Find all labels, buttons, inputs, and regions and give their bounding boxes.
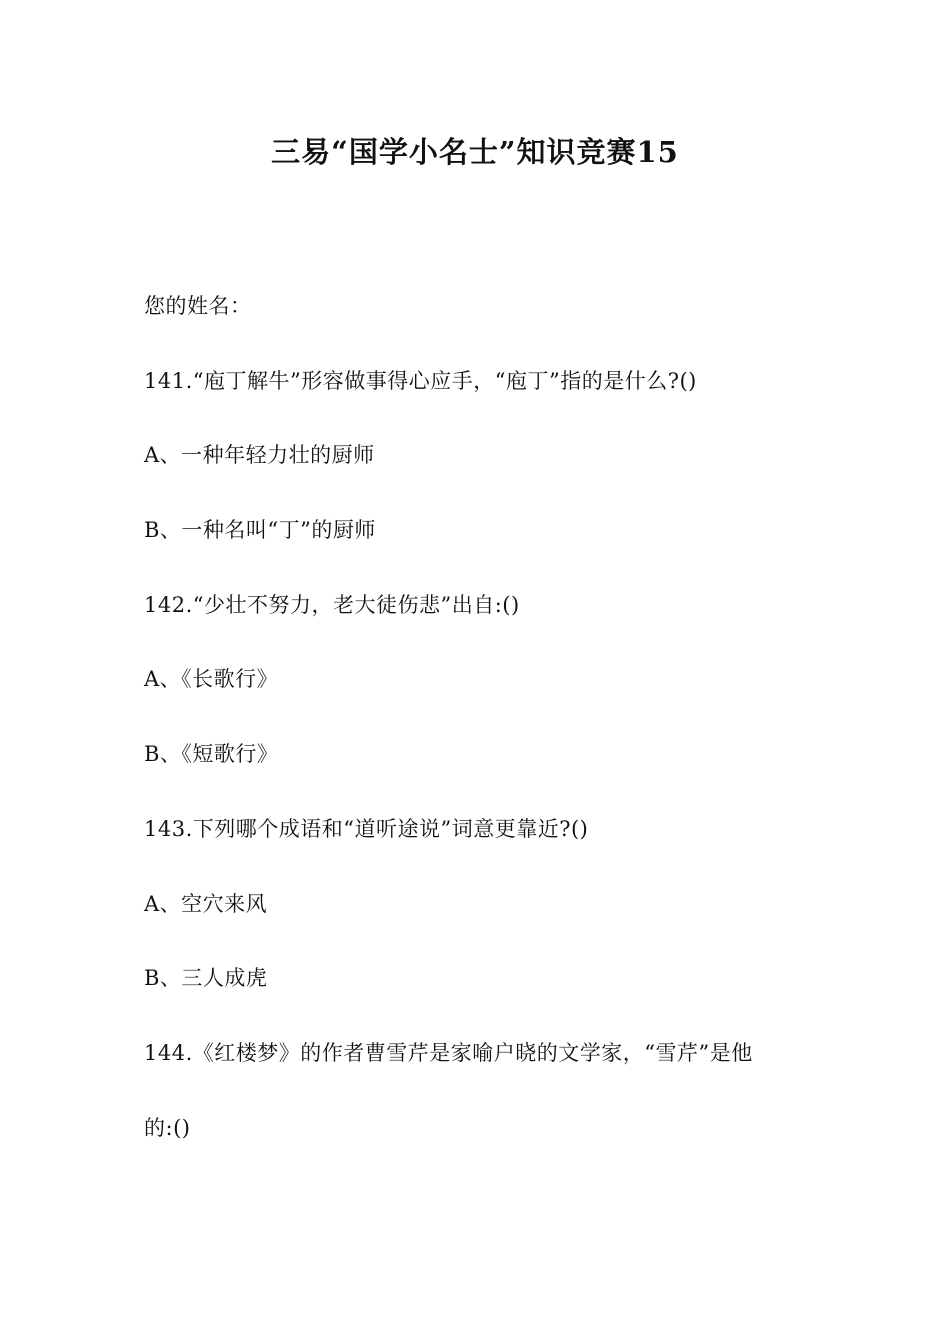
question-141-option-b: B、一种名叫“丁”的厨师 xyxy=(144,518,376,542)
question-142: 142.“少壮不努力，老大徒伤悲”出自:() xyxy=(144,593,520,617)
question-143: 143.下列哪个成语和“道听途说”词意更靠近?() xyxy=(144,817,589,841)
document-title: 三易“国学小名士”知识竞赛15 xyxy=(271,135,679,169)
question-142-option-a: A、《长歌行》 xyxy=(144,667,279,691)
question-142-option-b: B、《短歌行》 xyxy=(144,742,279,766)
question-144-line-2: 的:() xyxy=(144,1116,191,1140)
question-143-option-a: A、空穴来风 xyxy=(144,892,268,916)
question-141-option-a: A、一种年轻力壮的厨师 xyxy=(144,443,375,467)
name-label: 您的姓名： xyxy=(144,294,252,318)
question-141: 141.“庖丁解牛”形容做事得心应手，“庖丁”指的是什么?() xyxy=(144,369,697,393)
question-144-line-1: 144.《红楼梦》的作者曹雪芹是家喻户晓的文学家，“雪芹”是他 xyxy=(144,1041,753,1065)
question-143-option-b: B、三人成虎 xyxy=(144,966,268,990)
